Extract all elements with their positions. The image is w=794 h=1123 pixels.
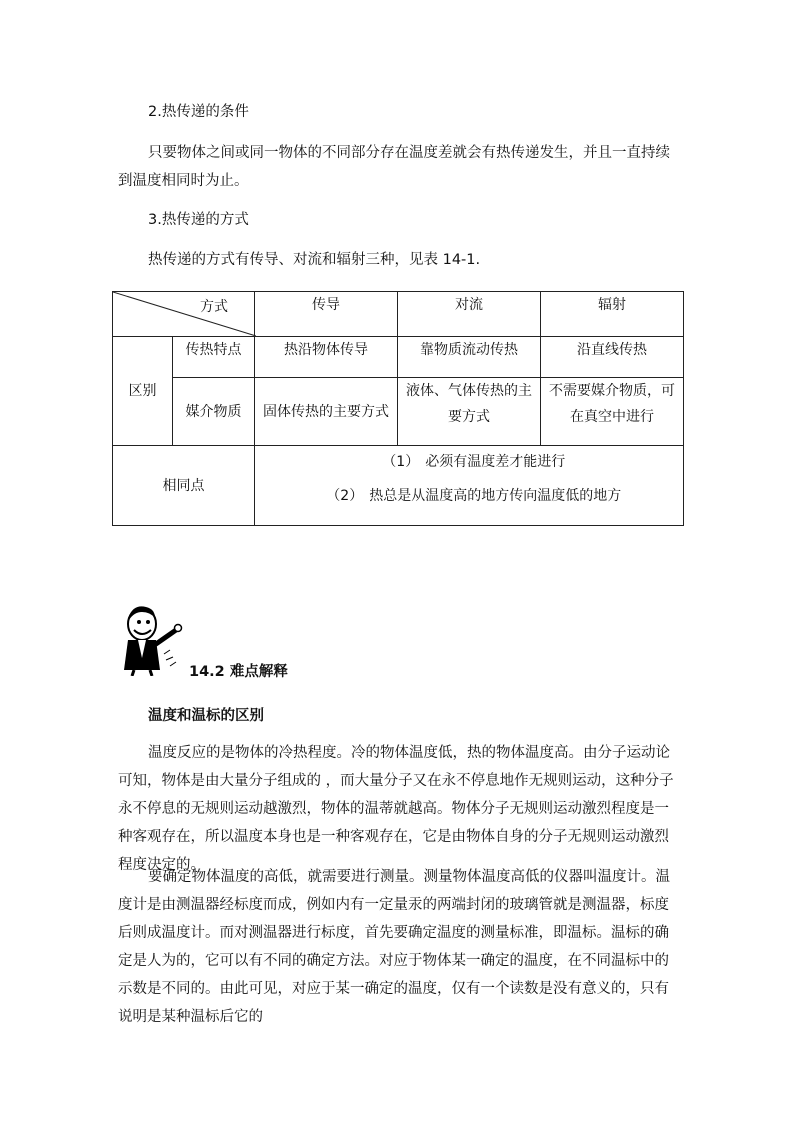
heat-transfer-table — [112, 291, 684, 526]
table-cell: 液体、气体传热的主要方式 — [398, 378, 541, 446]
section-3-body: 热传递的方式有传导、对流和辐射三种，见表 14-1. — [148, 252, 481, 268]
common-item — [267, 486, 679, 506]
subheading: 温度和温标的区别 — [148, 708, 264, 724]
paragraph-1: 温度反应的是物体的冷热程度。冷的物体温度低，热的物体温度高。由分子运动论可知，物体是由大量分子组成的 ，而大量分子又在永不停息地作无规则运动，这种分子永不停息的无规则运动越激烈，物体的温蒂就越高。物体分子无规则运动激烈程度是一种客观存在，所以温度本身也是一种客观存在，它是由物体自身的分子无规则运动激烈程度决定的。 — [118, 745, 674, 873]
table-cell: 靠物质流动传热 — [398, 337, 541, 378]
group-label: 区别 — [113, 337, 173, 446]
paragraph-2: 要确定物体温度的高低，就需要进行测量。测量物体温度高低的仪器叫温度计。温度计是由测温器经标度而成，例如内有一定量汞的两端封闭的玻璃管就是测温器，标度后则成温度计。而对测温器进行标度，首先要确定温度的测量标准，即温标。温标的确定是人为的，它可以有不同的确定方法。对应于物体某一确定的温度，在不同温标中的示数是不同的。由此可见，对应于某一确定的温度，仅有一个读数是没有意义的，只有说明是某种温标后它的 — [118, 869, 670, 1025]
row-label: 传热特点 — [173, 337, 255, 378]
table-corner-cell — [113, 292, 255, 337]
table-cell: 不需要媒介物质，可在真空中进行 — [541, 378, 684, 446]
column-header: 辐射 — [541, 292, 684, 337]
column-header: 对流 — [398, 292, 541, 337]
section-2-title: 2.热传递的条件 — [148, 104, 249, 120]
section-2-body: 只要物体之间或同一物体的不同部分存在温度差就会有热传递发生，并且一直持续到温度相同时为止。 — [118, 145, 670, 189]
table-cell: 沿直线传热 — [541, 337, 684, 378]
diagonal-line — [113, 292, 256, 336]
corner-label: 方式 — [200, 299, 228, 315]
section-3-title: 3.热传递的方式 — [148, 212, 249, 228]
pointing-man-illustration — [120, 602, 186, 676]
table-cell: 固体传热的主要方式 — [255, 378, 398, 446]
item-text: 热总是从温度高的地方传向温度低的地方 — [369, 488, 622, 504]
item-text: 必须有温度差才能进行 — [425, 454, 566, 470]
section-14-2-heading: 14.2 难点解释 — [189, 664, 288, 680]
common-item — [267, 452, 679, 472]
column-header: 传导 — [255, 292, 398, 337]
common-points — [255, 446, 684, 526]
common-label: 相同点 — [113, 446, 255, 526]
item-number: （1） — [382, 454, 420, 470]
row-label: 媒介物质 — [173, 378, 255, 446]
table-cell: 热沿物体传导 — [255, 337, 398, 378]
item-number: （2） — [326, 488, 364, 504]
